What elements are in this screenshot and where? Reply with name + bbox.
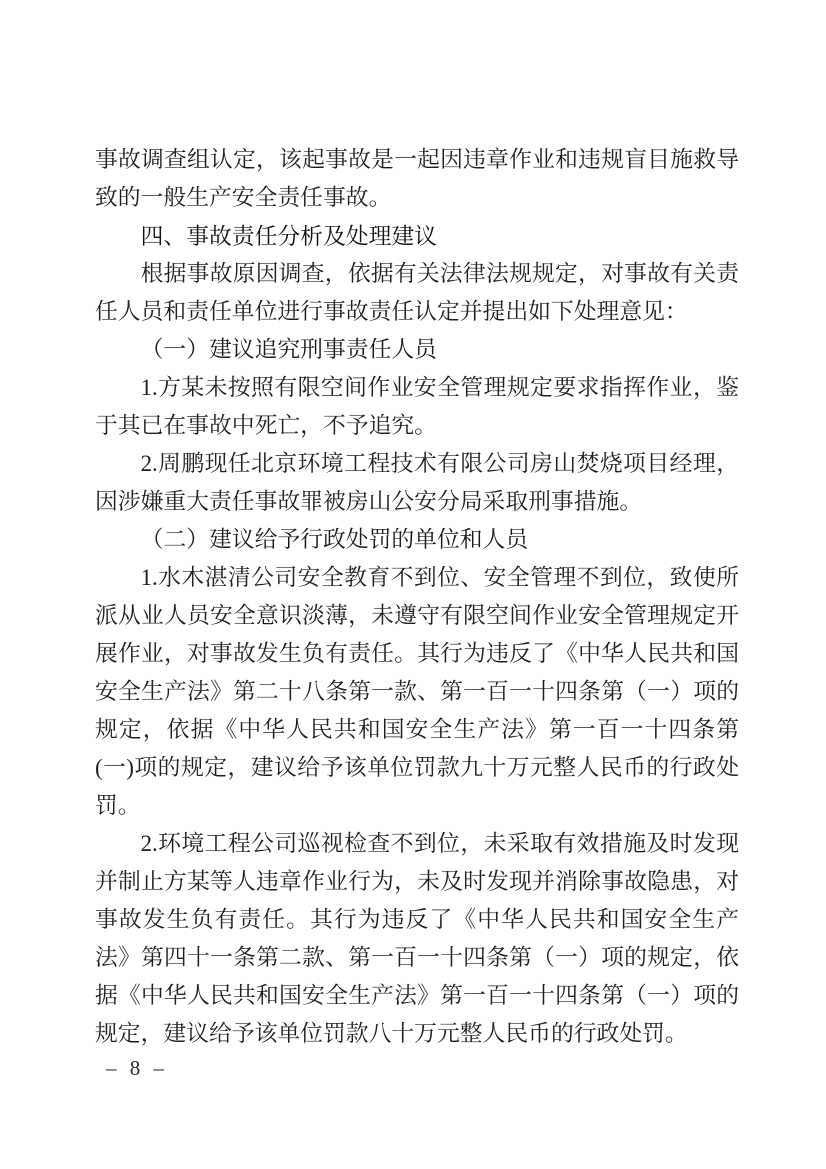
body-paragraph: 2.环境工程公司巡视检查不到位，未采取有效措施及时发现并制止方某等人违章作业行为，未及时发现并消除事故隐患，对事故发生负有责任。其行为违反了《中华人民共和国安全生产法》第四十一条第二款、第一百一十四条第（一）项的规定，依据《中华人民共和国安全生产法》第一百一十四条第（一）项的规定，建议给予该单位罚款八十万元整人民币的行政处罚。 (95, 831, 739, 1046)
section-heading: 四、事故责任分析及处理建议 (140, 223, 437, 249)
subsection-heading: （一）建议追究刑事责任人员 (140, 337, 437, 362)
body-paragraph: 1.水木湛清公司安全教育不到位、安全管理不到位，致使所派从业人员安全意识淡薄，未遵守有限空间作业安全管理规定开展作业，对事故发生负有责任。其行为违反了《中华人民共和国安全生产法》第二十八条第一款、第一百一十四条第（一）项的规定，依据《中华人民共和国安全生产法》第一百一十四条第(一)项的规定，建议给予该单位罚款九十万元整人民币的行政处罚。 (95, 565, 739, 818)
subsection-heading: （二）建议给予行政处罚的单位和人员 (140, 527, 529, 552)
body-paragraph: 根据事故原因调查，依据有关法律法规规定，对事故有关责任人员和责任单位进行事故责任认定并提出如下处理意见： (95, 261, 739, 324)
body-paragraph: 事故调查组认定，该起事故是一起因违章作业和违规盲目施救导致的一般生产安全责任事故。 (95, 147, 739, 210)
page-number: – 8 – (106, 1056, 168, 1080)
document-body (95, 141, 739, 1053)
body-paragraph: 1.方某未按照有限空间作业安全管理规定要求指挥作业，鉴于其已在事故中死亡，不予追究。 (95, 375, 739, 438)
body-paragraph: 2.周鹏现任北京环境工程技术有限公司房山焚烧项目经理，因涉嫌重大责任事故罪被房山公安分局采取刑事措施。 (95, 451, 739, 514)
